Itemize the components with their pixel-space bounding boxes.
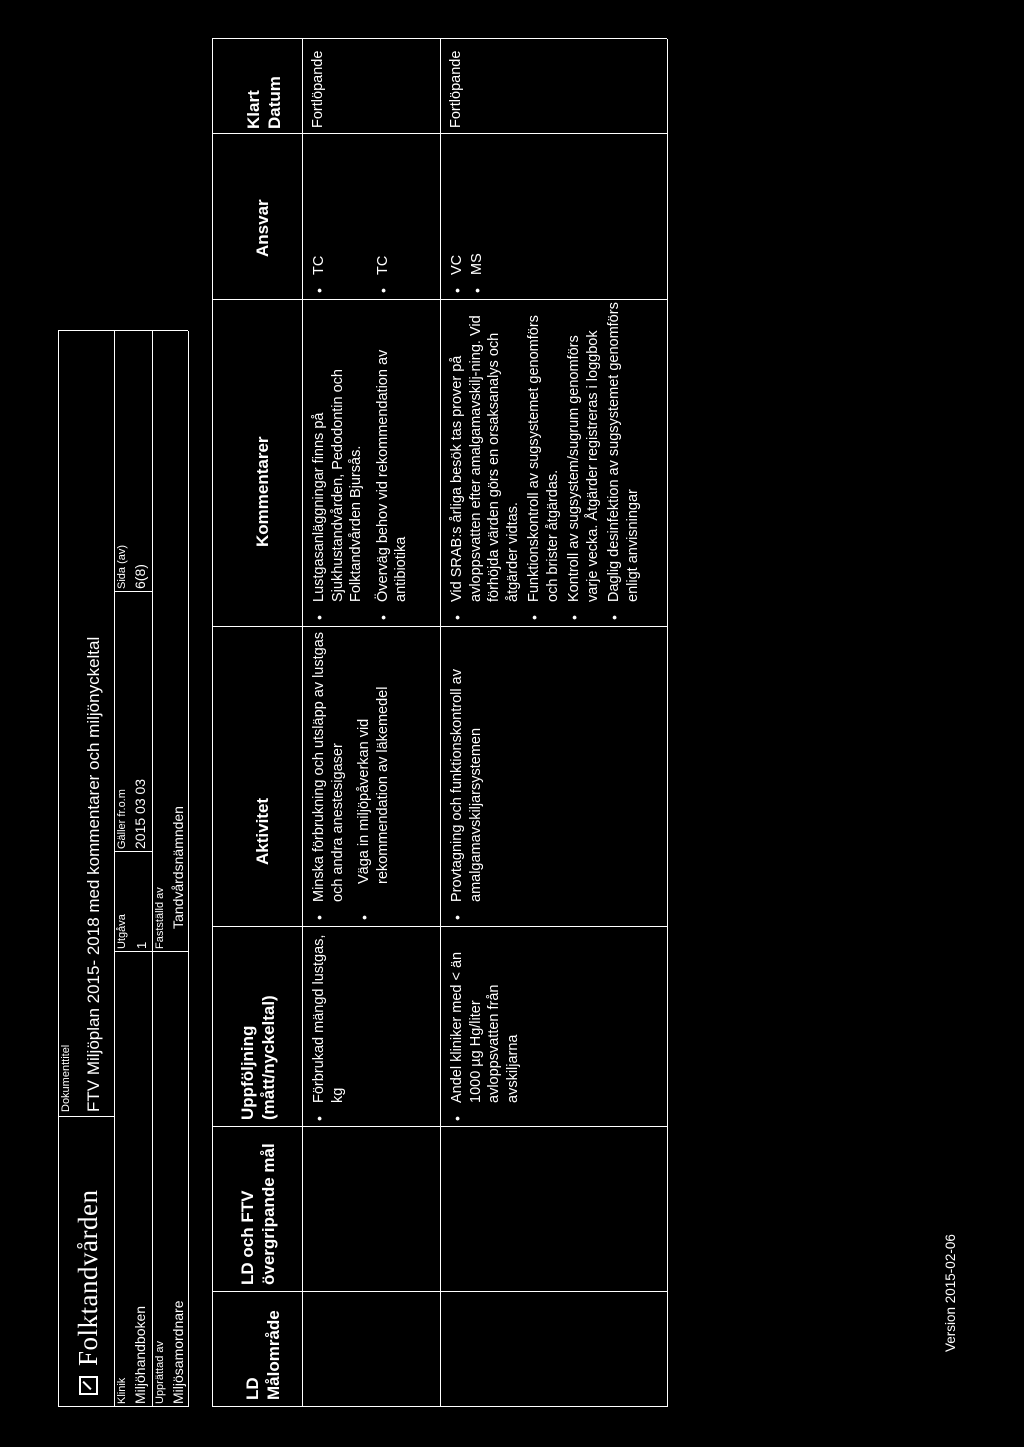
row2-ansvar-2: • MS [468,155,487,295]
klinik-label: Klinik [116,1377,128,1404]
row2-kommentar-3: • Kontroll av sugsystem/sugrum genomförs varje vecka. Åtgärder registreras i loggbok [565,302,602,622]
row2-kommentar-4: • Daglig desinfektion av sugsystemet genomförs enligt anvisningar [605,302,642,622]
upprattad-label: Upprättad av [154,1341,166,1404]
faststalld-label: Fastställd av [154,887,166,949]
logo-mark-icon [79,1376,98,1395]
header-ansvar: Ansvar [253,199,272,257]
utgava-value: 1 [134,941,149,949]
utgava-label: Utgåva [116,914,128,949]
row2-aktivitet-1: • Provtagning och funktionskontroll av amalgamavskiljarsystemen [448,632,485,922]
version-footer: Version 2015-02-06 [943,1234,958,1352]
row1-ansvar-2: • TC [374,155,393,295]
row2-klart: Fortlöpande [448,50,464,128]
doc-title-label: Dokumenttitel [60,1044,72,1112]
header-klart-datum: Klart Datum [244,76,284,129]
header-aktivitet: Aktivitet [253,797,272,865]
klinik-value: Miljöhandboken [132,1305,148,1404]
row1-kommentar-2: • Överväg behov vid rekommendation av antibiotika [374,302,411,622]
upprattad-value: Miljösamordnare [170,1300,186,1404]
table-row-2 [440,39,667,1407]
sida-value: 6(8) [132,564,148,589]
galler-value: 2015 03 03 [132,778,148,849]
row2-kommentar-2: • Funktionskontroll av sugsystemet genomförs och brister åtgärdas. [525,302,562,622]
row2-uppfoljning: • Andel kliniker med < än 1000 µg Hg/liter avloppsvatten från avskiljarna [448,933,522,1123]
row1-kommentar-1: • Lustgasanläggningar finns på Sjukhustandvården, Pedodontin och Folktandvården Bjursås. [310,302,366,622]
row1-ansvar-1: • TC [310,155,329,295]
doc-title: FTV Miljöplan 2015- 2018 med kommentarer och miljönyckeltal [84,636,103,1112]
galler-label: Gäller fr.o.m [116,789,128,849]
row1-uppfoljning: • Förbrukad mängd lustgas, kg [310,933,347,1123]
sida-label: Sida (av) [116,544,128,589]
header-ld-malomrade: LD Målområde [243,1310,283,1400]
row1-aktivitet-2: • Väga in miljöpåverkan vid rekommendation av läkemedel [355,632,392,922]
faststalld-value: Tandvårdsnämnden [170,806,186,929]
logo-text: Folktandvården [72,1189,103,1366]
header-uppfoljning: Uppföljning (mått/nyckeltal) [238,995,278,1120]
header-kommentarer: Kommentarer [253,436,272,547]
row1-aktivitet-1: • Minska förbrukning och utsläpp av lustgas och andra anestesigaser [310,632,347,922]
row2-kommentar-1: • Vid SRAB:s årliga besök tas prover på avloppsvatten efter amalgamavskilj-ning. Vid förhöjda värden görs en orsaksanalys och åtgärder vidtas. [448,302,522,622]
header-ld-ftv-mal: LD och FTV övergripande mål [238,1143,278,1285]
row1-klart: Fortlöpande [310,50,326,128]
table-row-1 [302,39,440,1407]
row2-ansvar-1: • VC [448,155,467,295]
logo [70,1125,106,1395]
